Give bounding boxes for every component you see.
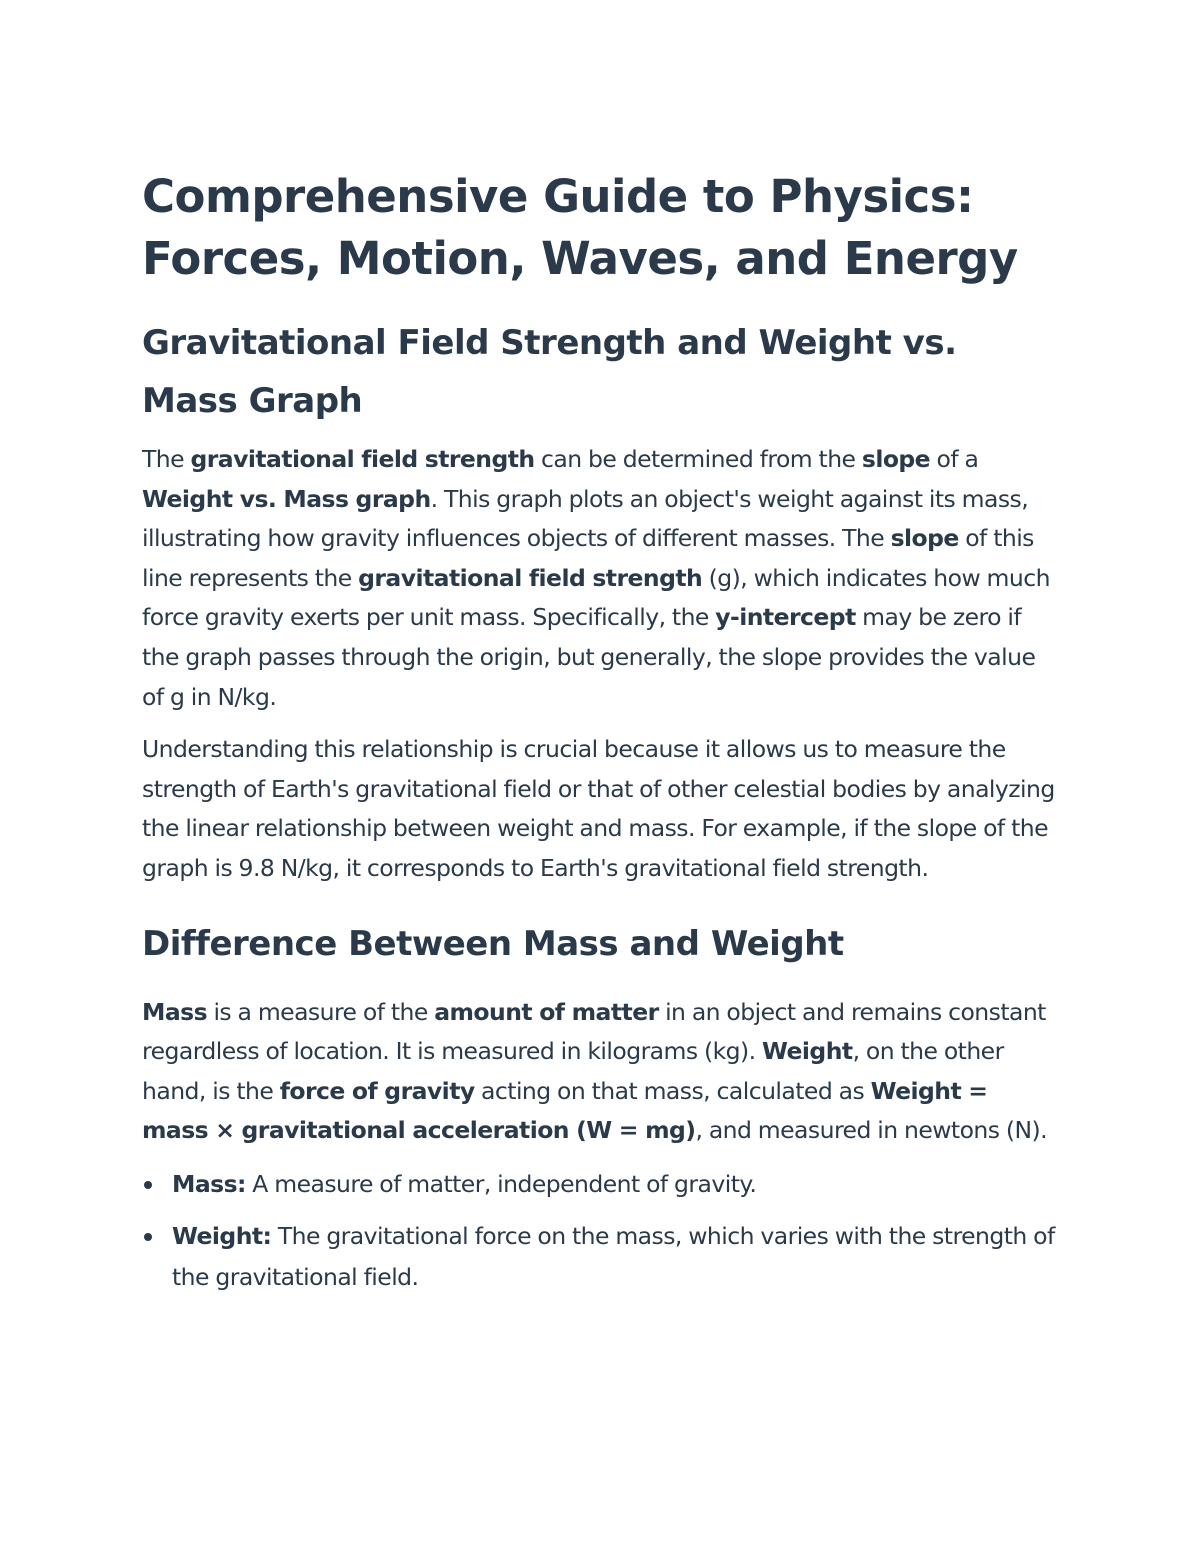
bullet-list (142, 1164, 1060, 1298)
bold-term: Mass (142, 997, 208, 1026)
text-run: acting on that mass, calculated as (474, 1076, 871, 1105)
bullet-text: The gravitational force on the mass, which varies with the strength of the gravitational field. (172, 1221, 1055, 1291)
paragraph-relationship: Understanding this relationship is crucial because it allows us to measure the strength of Earth's gravitational field or that of other celestial bodies by analyzing the linear relationship between weight and mass. For example, if the slope of the graph is 9.8 N/kg, it corresponds to Earth's gravitational field strength. (142, 735, 1055, 882)
bullet-text: A measure of matter, independent of gravity. (245, 1169, 757, 1198)
bold-term: y-intercept (715, 603, 856, 632)
text-run: in an object and remains constant regardless of location. It is measured in kilograms (kg). (142, 997, 1046, 1066)
text-run: of this line represents the (142, 524, 1034, 592)
bold-term: force of gravity (279, 1076, 475, 1105)
text-run: , and measured in newtons (N). (695, 1116, 1048, 1145)
title-line-1: Comprehensive Guide to Physics: (142, 170, 974, 223)
bullet-icon (144, 1233, 152, 1241)
text-run: can be determined from the (534, 445, 862, 473)
bullet-term: Mass: (172, 1169, 246, 1198)
bold-term: Weight (762, 1037, 853, 1066)
text-run: of a (930, 445, 979, 473)
text-run: . This graph plots an object's weight against its mass, illustrating how gravity influences objects of different masses. The (142, 484, 1029, 553)
text-run: , on the other hand, is the (142, 1037, 1004, 1105)
bold-term: slope (890, 524, 959, 553)
section-heading-gravitational-field: Gravitational Field Strength and Weight vs. Mass Graph (142, 323, 957, 421)
paragraph-field-strength (142, 440, 1060, 717)
paragraph-mass-weight (142, 993, 1060, 1151)
list-item (142, 1216, 1060, 1298)
bullet-icon (144, 1181, 152, 1189)
bold-term: gravitational field strength (358, 563, 703, 592)
document-title (142, 166, 1060, 290)
bold-term: gravitational field strength (190, 445, 535, 473)
text-run: is a measure of the (207, 997, 435, 1026)
list-item (142, 1164, 1060, 1205)
bold-term: slope (861, 445, 931, 473)
bold-term: Weight vs. Mass graph (142, 484, 431, 513)
text-run: The (142, 445, 191, 473)
bold-term: Weight = mass × gravitational acceleration (W = mg) (142, 1076, 988, 1145)
text-run: may be zero if the graph passes through the origin, but generally, the slope provides the value of g in N/kg. (142, 603, 1036, 711)
bullet-term: Weight: (172, 1221, 272, 1250)
text-run: (g), which indicates how much force gravity exerts per unit mass. Specifically, the (142, 563, 1050, 632)
title-line-2: Forces, Motion, Waves, and Energy (142, 232, 1018, 285)
bold-term: amount of matter (434, 997, 659, 1026)
section-heading-mass-vs-weight: Difference Between Mass and Weight (142, 923, 844, 964)
